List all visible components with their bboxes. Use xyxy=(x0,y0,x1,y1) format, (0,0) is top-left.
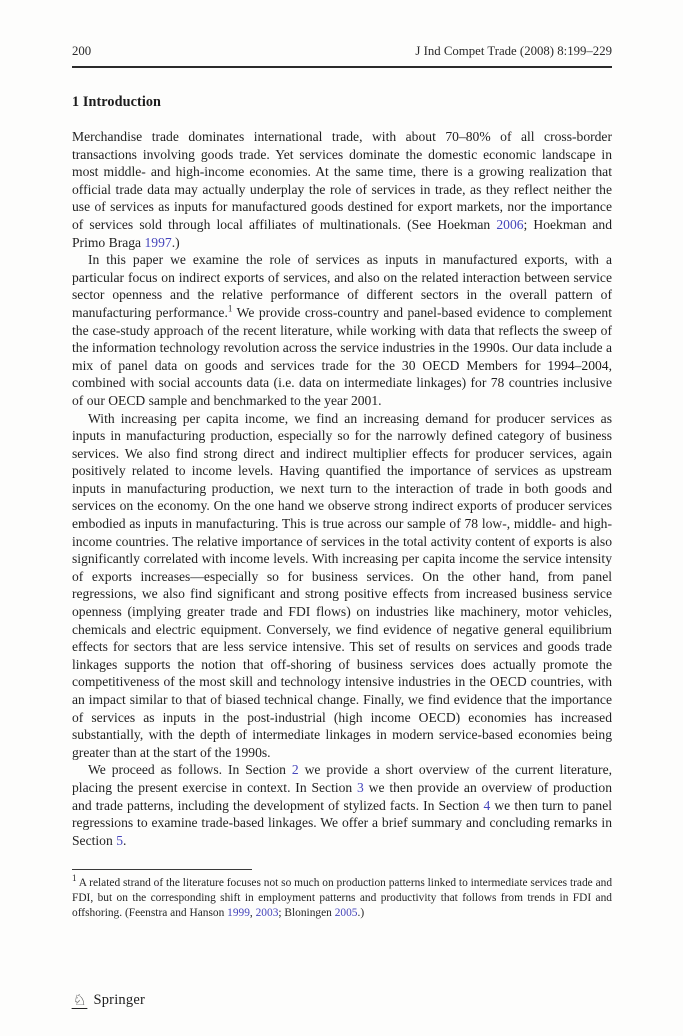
reference-link[interactable]: 2003 xyxy=(255,906,279,919)
footnote-marker[interactable]: 1 xyxy=(72,873,77,884)
page-number: 200 xyxy=(72,44,92,58)
reference-link[interactable]: 1999 xyxy=(227,906,250,919)
section-heading: 1 Introduction xyxy=(72,94,162,110)
running-head xyxy=(72,44,612,59)
reference-link[interactable]: 4 xyxy=(483,797,491,813)
reference-link[interactable]: 2005 xyxy=(334,906,358,919)
publisher-footer xyxy=(72,992,145,1009)
header-rule xyxy=(72,66,612,68)
reference-link[interactable]: 2006 xyxy=(496,216,524,232)
reference-link[interactable]: 2 xyxy=(291,762,299,778)
springer-horse-logo-icon: ♘ xyxy=(72,990,87,1009)
publisher-name: Springer xyxy=(93,992,145,1008)
reference-link[interactable]: 3 xyxy=(357,779,364,795)
paragraph: In this paper we examine the role of services as inputs in manufactured exports, with a particular focus on indirect exports of services, and also on the related interaction between service sector openness and the relative performance of different sectors in the overall pattern of manufacturing performance.$^1$ We provide cross-country and panel-based evidence to complement the case-study approach of the recent literature, while working with data that reflects the sweep of the information technology revolution across the service industries in the 1990s. Our data include a mix of panel data on goods and services trade for the 30 OECD Members for 1994–2004, combined with social accounts data (i.e. data on intermediate linkages) for 78 countries inclusive of our OECD sample and benchmarked to the year 2001. xyxy=(72,252,612,408)
reference-link[interactable]: 1997 xyxy=(144,234,172,250)
paragraph: We proceed as follows. In Section 2 we provide a short overview of the current literature, placing the present exercise in context. In Section 3 we then provide an overview of production and trade patterns, including the development of stylized facts. In Section 4 we then turn to panel regressions to examine trade-based linkages. We offer a brief summary and concluding remarks in Section 5. xyxy=(72,762,613,848)
footnote-block xyxy=(72,869,612,920)
footnote-rule xyxy=(72,869,252,870)
paragraph: With increasing per capita income, we find an increasing demand for producer services as inputs in manufacturing production, especially so for the narrowly defined category of business services. We also find strong direct and indirect multiplier effects for producer services, again positively related to income levels. Having quantified the importance of services as upstream inputs in manufacturing production, we next turn to the interaction of trade in both goods and services on the economy. On the one hand we observe strong indirect exports of producer services embodied as inputs in manufacturing. This is true across our sample of 78 low-, middle- and high-income countries. The relative importance of services in the total activity content of exports is also significantly correlated with income levels. With increasing per capita income the service intensity of exports increases—especially so for business services. On the other hand, from panel regressions, we also find significant and strong positive effects from increased business service openness (implying greater trade and FDI flows) on industries like machinery, motor vehicles, chemicals and electric equipment. Conversely, we find evidence of negative general equilibrium effects for sectors that are less service intensive. This set of results on services and goods trade linkages supports the notion that off-shoring of business services does actually promote the competitiveness of the most skill and technology intensive industries in the OECD countries, with an impact similar to that of biased technical change. Finally, we find evidence that the importance of services as inputs in the post-industrial (high income OECD) economies has increased substantially, with the depth of intermediate linkages in modern service-based economies being greater than at the start of the 1990s. xyxy=(72,410,612,760)
body-paragraphs xyxy=(72,128,612,849)
footnote: $^1$ A related strand of the literature focuses not so much on production patterns linked to intermediate services trade and FDI, but on the corresponding shift in employment patterns and productivity that follows from trends in FDI and offshoring. (Feenstra and Hanson 1999, 2003; Bloningen 2005.) xyxy=(72,873,613,919)
paragraph: Merchandise trade dominates international trade, with about 70–80% of all cross-border transactions involving goods trade. Yet services dominate the domestic economic landscape in most middle- and high-income economies. At the same time, there is a growing realization that official trade data may actually underplay the role of services in trade, as they reflect neither the use of services as inputs for manufactured goods destined for export markets, nor the importance of services sold through local affiliates of multinationals. (See Hoekman 2006; Hoekman and Primo Braga 1997.) xyxy=(72,129,612,250)
footnote-marker[interactable]: 1 xyxy=(227,303,233,314)
reference-link[interactable]: 5 xyxy=(116,832,123,848)
journal-reference: J Ind Compet Trade (2008) 8:199–229 xyxy=(415,44,612,58)
page-content xyxy=(72,44,612,921)
